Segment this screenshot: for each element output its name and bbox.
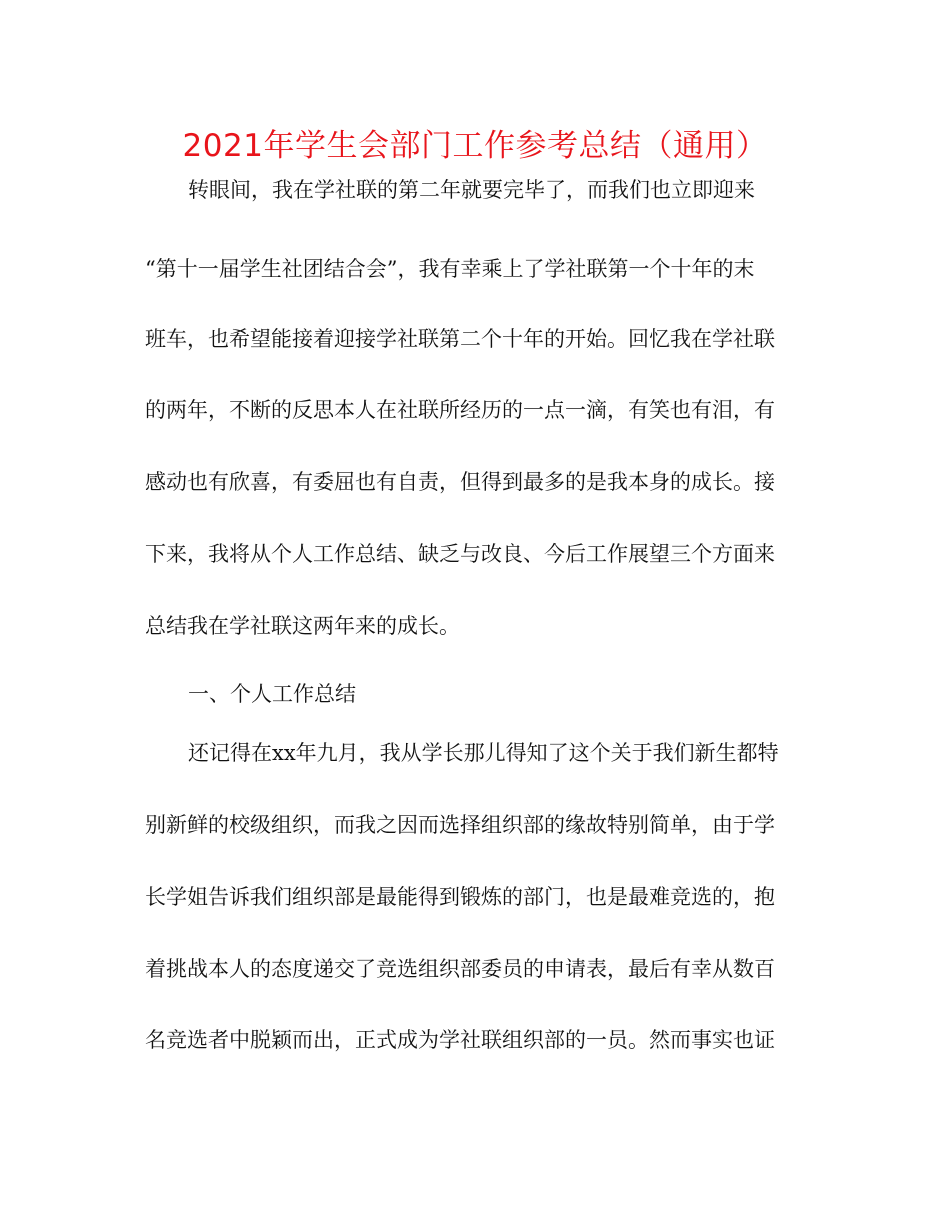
paragraph-line: 长学姐告诉我们组织部是最能得到锻炼的部门，也是最难竞选的，抱 (145, 885, 775, 909)
paragraph-line: 下来，我将从个人工作总结、缺乏与改良、今后工作展望三个方面来 (145, 542, 775, 566)
paragraph-line: 别新鲜的校级组织，而我之因而选择组织部的缘故特别简单，由于学 (145, 813, 775, 837)
section-heading: 一、个人工作总结 (188, 682, 356, 706)
paragraph-line: 名竞选者中脱颖而出，正式成为学社联组织部的一员。然而事实也证 (145, 1028, 775, 1052)
paragraph-line: 班车，也希望能接着迎接学社联第二个十年的开始。回忆我在学社联 (145, 327, 775, 351)
paragraph-line: 总结我在学社联这两年来的成长。 (145, 614, 460, 638)
paragraph-line: 转眼间，我在学社联的第二年就要完毕了，而我们也立即迎来 (188, 178, 755, 202)
paragraph-line: 还记得在xx年九月，我从学长那儿得知了这个关于我们新生都特 (188, 741, 779, 765)
paragraph-line: 着挑战本人的态度递交了竞选组织部委员的申请表，最后有幸从数百 (145, 957, 775, 981)
paragraph-line: “第十一届学生社团结合会”，我有幸乘上了学社联第一个十年的末 (145, 257, 755, 281)
document-title: 2021年学生会部门工作参考总结（通用） (182, 128, 768, 164)
paragraph-line: 的两年，不断的反思本人在社联所经历的一点一滴，有笑也有泪，有 (145, 398, 775, 422)
paragraph-line: 感动也有欣喜，有委屈也有自责，但得到最多的是我本身的成长。接 (145, 470, 775, 494)
